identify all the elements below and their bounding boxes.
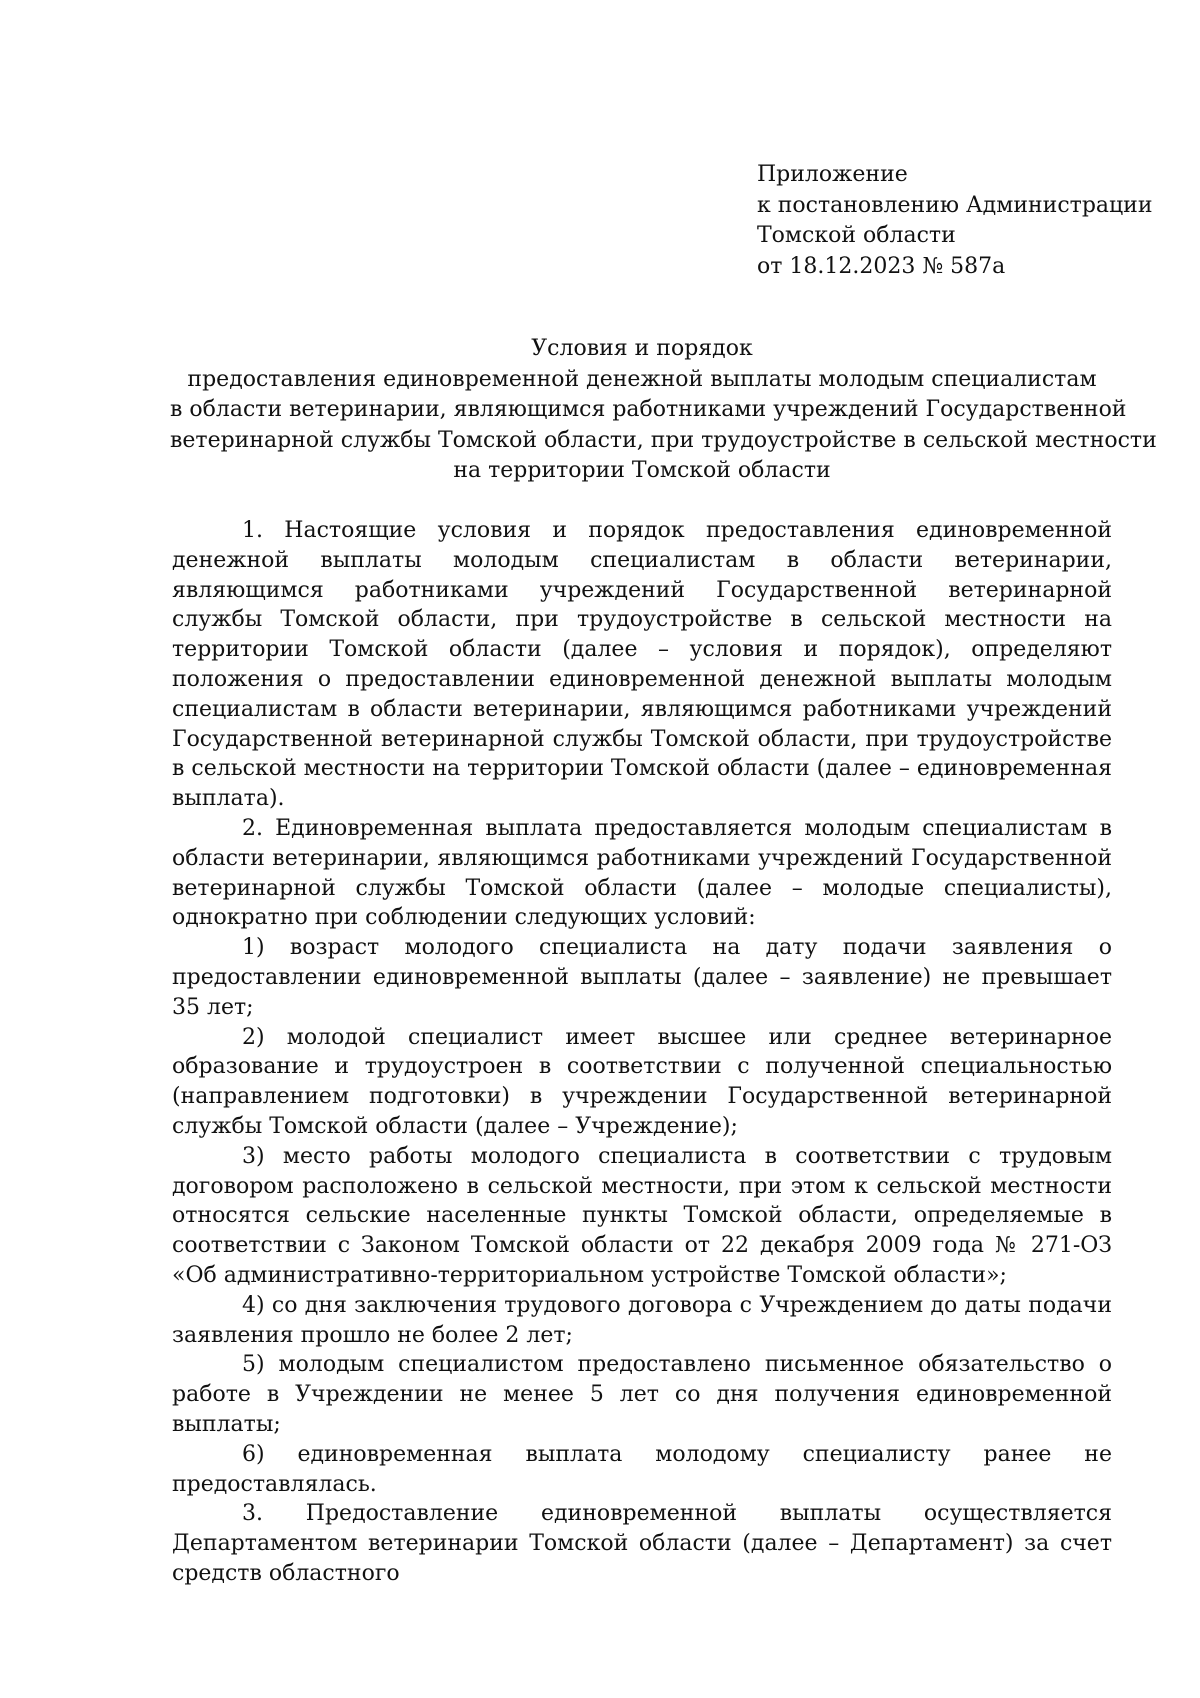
paragraph-2: 2. Единовременная выплата предоставляется молодым специалистам в области ветеринарии, являющимся работниками учреждений Государственной ветеринарной службы Томской области (далее – молодые специалисты), однократно при соблюдении следующих условий: bbox=[172, 815, 1112, 931]
title-line: ветеринарной службы Томской области, при трудоустройстве в сельской местности bbox=[170, 427, 1157, 453]
appendix-resolution: к постановлению Администрации bbox=[757, 192, 1153, 218]
title-line: Условия и порядок bbox=[531, 336, 753, 361]
paragraph-1: 1. Настоящие условия и порядок предоставления единовременной денежной выплаты молодым специалистам в области ветеринарии, являющимся работниками учреждений Государственной ветеринарной службы Томской области, при трудоустройстве в сельской местности на территории Томской области (далее – условия и порядок), определяют положения о предоставлении единовременной денежной выплаты молодым специалистам в области ветеринарии, являющимся работниками учреждений Государственной ветеринарной службы Томской области, при трудоустройстве в сельской местности на территории Томской области (далее – единовременная выплата). bbox=[172, 518, 1112, 812]
condition-2: 2) молодой специалист имеет высшее или среднее ветеринарное образование и трудоустроен в соответствии с полученной специальностью (направлением подготовки) в учреждении Государственной ветеринарной службы Томской области (далее – Учреждение); bbox=[172, 1024, 1112, 1139]
appendix-date-number: от 18.12.2023 № 587а bbox=[757, 253, 1006, 279]
paragraph-3: 3. Предоставление единовременной выплаты осуществляется Департаментом ветеринарии Томской области (далее – Департамент) за счет средств областного bbox=[172, 1501, 1112, 1586]
appendix-region: Томской области bbox=[757, 223, 956, 248]
title-line: в области ветеринарии, являющимся работниками учреждений Государственной bbox=[170, 397, 1127, 422]
condition-3: 3) место работы молодого специалиста в соответствии с трудовым договором расположено в сельской местности, при этом к сельской местности относятся сельские населенные пункты Томской области, определяемые в соответствии с Законом Томской области от 22 декабря 2009 года № 271-ОЗ «Об административно-территориальном устройстве Томской области»; bbox=[172, 1143, 1112, 1288]
document-body bbox=[172, 516, 1112, 1589]
title-line: на территории Томской области bbox=[453, 458, 831, 483]
document-title bbox=[170, 334, 1157, 487]
condition-4: 4) со дня заключения трудового договора с Учреждением до даты подачи заявления прошло не более 2 лет; bbox=[172, 1292, 1112, 1348]
condition-5: 5) молодым специалистом предоставлено письменное обязательство о работе в Учреждении не менее 5 лет со дня получения единовременной выплаты; bbox=[172, 1352, 1112, 1437]
condition-6: 6) единовременная выплата молодому специалисту ранее не предоставлялась. bbox=[172, 1441, 1112, 1497]
condition-1: 1) возраст молодого специалиста на дату подачи заявления о предоставлении единовременной выплаты (далее – заявление) не превышает 35 лет; bbox=[172, 935, 1112, 1020]
title-line: предоставления единовременной денежной выплаты молодым специалистам bbox=[187, 366, 1097, 392]
appendix-block bbox=[757, 160, 1157, 282]
appendix-label: Приложение bbox=[757, 162, 908, 187]
